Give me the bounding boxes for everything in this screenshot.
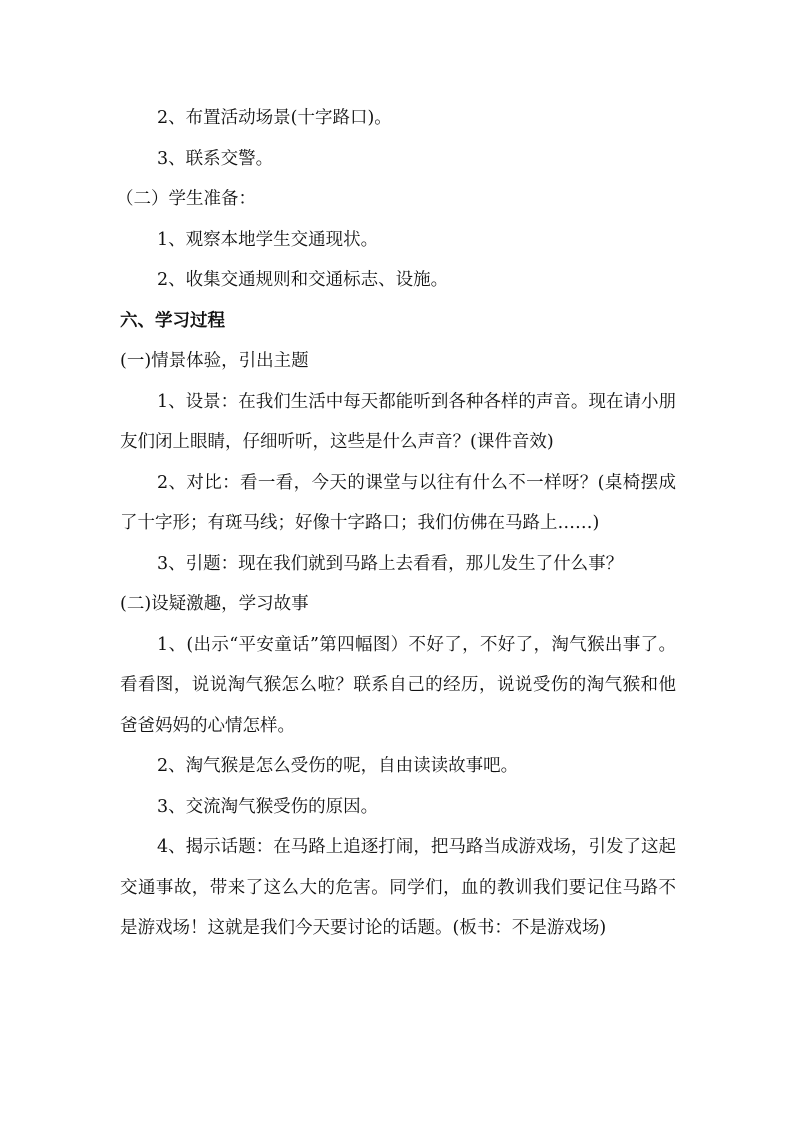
subheading-story-learning: (二)设疑激趣，学习故事 — [120, 594, 309, 614]
subheading-student-preparation: （二）学生准备： — [116, 189, 256, 209]
paragraph-read-story: 2、淘气猴是怎么受伤的呢，自由读读故事吧。 — [157, 756, 519, 776]
subheading-scene-experience: (一)情景体验，引出主题 — [120, 351, 309, 371]
section-heading-learning-process: 六、学习过程 — [120, 310, 225, 331]
paragraph-set-scene: 1、设景：在我们生活中每天都能听到各种各样的声音。现在请小朋友们闭上眼睛，仔细听听，这些是什么声音？(课件音效) — [120, 391, 676, 452]
paragraph-show-picture: 1、(出示“平安童话”第四幅图）不好了，不好了，淘气猴出事了。看看图，说说淘气猴怎么啦？联系自己的经历，说说受伤的淘气猴和他爸爸妈妈的心情怎样。 — [120, 634, 676, 736]
paragraph-compare: 2、对比：看一看，今天的课堂与以往有什么不一样呀？(桌椅摆成了十字形；有斑马线；好像十字路口；我们仿佛在马路上……) — [120, 472, 676, 533]
paragraph-item-1-observe: 1、观察本地学生交通现状。 — [157, 229, 379, 250]
paragraph-discuss-reasons: 3、交流淘气猴受伤的原因。 — [157, 796, 379, 817]
paragraph-introduce-topic: 3、引题：现在我们就到马路上去看看，那儿发生了什么事？ — [157, 553, 624, 574]
paragraph-item-3-contact-police: 3、联系交警。 — [157, 148, 274, 169]
paragraph-item-2-collect: 2、收集交通规则和交通标志、设施。 — [157, 270, 449, 290]
document-body — [116, 98, 676, 949]
paragraph-reveal-topic: 4、揭示话题：在马路上追逐打闹，把马路当成游戏场，引发了这起交通事故，带来了这么大的危害。同学们，血的教训我们要记住马路不是游戏场！这就是我们今天要讨论的话题。(板书：不是游戏场) — [120, 837, 676, 938]
paragraph-item-2-setup-scene: 2、布置活动场景(十字路口)。 — [157, 108, 392, 128]
